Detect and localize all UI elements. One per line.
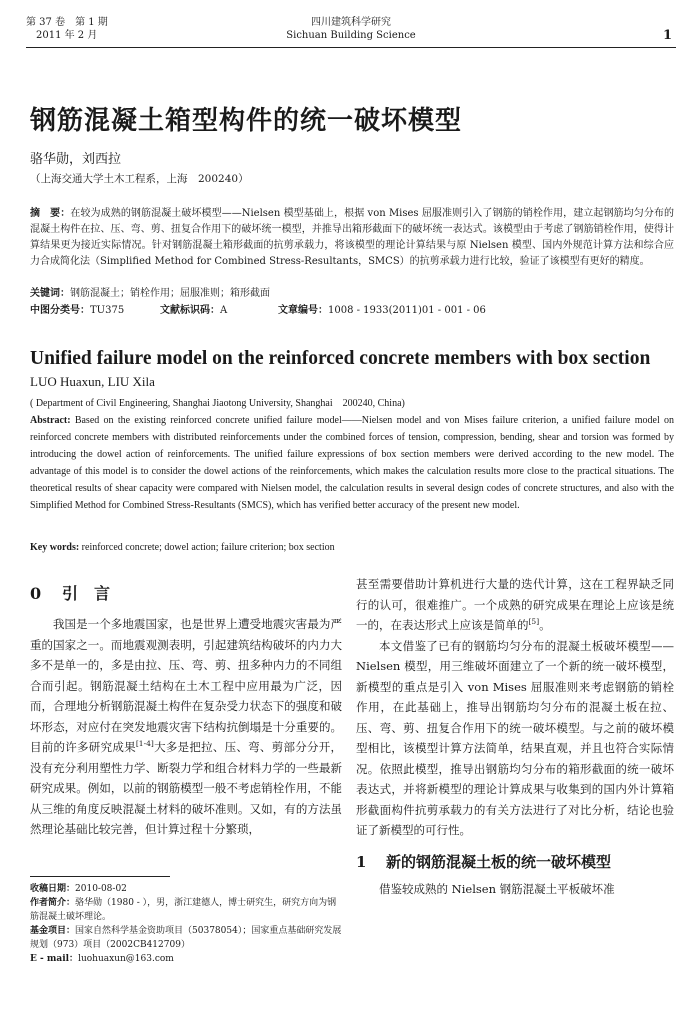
page-number: 1 — [662, 28, 672, 43]
intro-p2-text-a: 甚至需要借助计算机进行大量的迭代计算，这在工程界缺乏同行的认可，很难推广。一个成熟的研究成果在理论上应该是统一的，在表达形式上应该是简单的 — [356, 577, 674, 632]
email-address: luohuaxun@163.com — [78, 954, 174, 964]
author-bio-label: 作者简介： — [30, 898, 76, 908]
intro-paragraph-1 — [30, 614, 342, 840]
section-0-number: 0 — [30, 584, 42, 603]
keywords-cn — [30, 286, 270, 302]
email-label: E - mail： — [30, 954, 79, 964]
fund-text: 国家自然科学基金资助项目（50378054）；国家重点基础研究发展规划（973）项目（2002CB412709） — [30, 926, 342, 950]
received-label: 收稿日期： — [30, 884, 76, 894]
intro-paragraph-1-continued — [356, 574, 674, 636]
doc-label: 文献标识码： — [160, 305, 220, 316]
section-1-number: 1 — [356, 852, 367, 871]
intro-p2-text-b: 。 — [539, 618, 551, 632]
body-column-left — [30, 580, 342, 840]
abstract-cn-text: 在较为成熟的钢筋混凝土破坏模型——Nielsen 模型基础上，根据 von Mises 屈服准则引入了钢筋的销栓作用，建立起钢筋均匀分布的混凝土构件在拉、压、弯、剪、扭复合作用下的破坏统一模型，并推导出箱形截面下的破坏统一表达式。该模型由于考虑了钢筋销栓作用，使得计算结果更为接近实际情况。针对钢筋混凝土箱形截面的抗剪承载力，将该模型的理论计算结果与原 Nielsen 模型、国内外规范计算方法和综合应力合成简化法（Simplified Method for Combined Stress-Resultants，SMCS）的抗剪承载力进行比较，验证了该模型有更好的精度。 — [30, 208, 675, 267]
footnotes — [30, 882, 342, 966]
footnote-author — [30, 896, 342, 924]
article-label: 文章编号： — [278, 305, 328, 316]
doc-value: A — [220, 305, 228, 316]
section-1-heading — [356, 851, 674, 873]
abstract-en-text: Based on the existing reinforced concrete unified failure model——Nielsen model and von Mises failure criterion, a unified failure model on reinforced concrete members with distributed reinforcements under the combined forces of tension, compression, bending, shear and torsion was formed by introducing the dowel action of reinforcements. The unified failure expressions of box section members were derived according to the new model. The advantage of this model is to consider the dowel actions of the reinforcements, which makes the calculation results more close to the practical situations. The theoretical results of shear capacity were compared with Nielsen model, the calculation results in several design codes of concrete structures, and also with the Simplified Method for Combined Stress-Resultants (SMCS), which has verified better accuracy of the present new model. — [30, 415, 674, 511]
keywords-en — [30, 540, 335, 556]
footnote-fund — [30, 924, 342, 952]
document-code — [160, 303, 278, 319]
clc-value: TU375 — [90, 305, 125, 316]
journal-name-en: Sichuan Building Science — [286, 30, 416, 41]
clc-label: 中图分类号： — [30, 305, 90, 316]
paper-title-en: Unified failure model on the reinforced concrete members with box section — [30, 348, 651, 369]
affiliation-cn: （上海交通大学土木工程系，上海 200240） — [30, 173, 249, 185]
keywords-cn-text: 钢筋混凝土；销栓作用；屈服准则；箱形截面 — [70, 288, 270, 299]
intro-p1-text-b: 大多是把拉、压、弯、剪部分分开，没有充分利用塑性力学、断裂力学和组合材料力学的一些最新研究成果。例如，以前的钢筋模型一般不考虑销栓作用，不能从三维的角度反映混凝土材料的破坏准则。又如，有的方法虽然理论基础比较完善，但计算过程十分繁琐， — [30, 740, 343, 836]
section-0-heading — [30, 580, 342, 608]
volume-issue: 第 37 卷 第 1 期 — [26, 17, 108, 28]
intro-paragraph-2: 本文借鉴了已有的钢筋均匀分布的混凝土板破坏模型——Nielsen 模型，用三维破坏面建立了一个新的统一破坏模型，新模型的重点是引入 von Mises 屈服准则来考虑钢筋的销栓作用，在此基础上，推导出钢筋均匀分布的混凝土板在拉、压、弯、剪、扭复合作用下的统一破坏模型。与之前的破坏模型相比，该模型计算方法简单，结果直观，并且也符合实际情况。依照此模型，推导出钢筋均匀分布的箱形截面的统一破坏表达式，并将新模型的理论计算成果与收集到的国内外计算箱形截面构件抗剪承载力的有关方法进行了对比分析，结论也验证了新模型的可行性。 — [356, 638, 674, 837]
author-bio: 骆华勋（1980 - ），男，浙江建德人，博士研究生，研究方向为钢筋混凝土破坏理论。 — [30, 898, 337, 922]
issue-date: 2011 年 2 月 — [36, 30, 98, 41]
classification-line — [30, 303, 650, 319]
clc-number — [30, 303, 160, 319]
authors-cn: 骆华勋，刘西拉 — [30, 152, 122, 167]
section-1-paragraph-1: 借鉴较成熟的 Nielsen 钢筋混凝土平板破坏准 — [379, 881, 615, 896]
abstract-cn-label: 摘 要： — [30, 208, 71, 219]
footnote-divider — [30, 876, 170, 877]
section-0-title-part2: 言 — [94, 584, 111, 603]
article-value: 1008 - 1933(2011)01 - 001 - 06 — [328, 305, 486, 316]
section-1-title: 新的钢筋混凝土板的统一破坏模型 — [386, 852, 612, 871]
journal-name — [26, 16, 676, 42]
footnote-received — [30, 882, 342, 896]
article-number — [278, 303, 486, 319]
authors-en: LUO Huaxun, LIU Xila — [30, 374, 155, 389]
abstract-cn — [30, 206, 674, 270]
journal-name-cn: 四川建筑科学研究 — [311, 17, 391, 28]
keywords-en-label: Key words: — [30, 542, 80, 553]
citation-ref-1-4: [1-4] — [135, 739, 154, 749]
received-date: 2010-08-02 — [75, 884, 127, 894]
abstract-en — [30, 412, 674, 514]
body-column-right — [356, 574, 674, 899]
running-header — [26, 16, 676, 48]
fund-label: 基金项目： — [30, 926, 76, 936]
section-0-title-part1: 引 — [62, 584, 79, 603]
keywords-en-text: reinforced concrete; dowel action; failure criterion; box section — [79, 542, 335, 553]
footnote-email — [30, 952, 342, 966]
intro-p1-text-a: 我国是一个多地震国家，也是世界上遭受地震灾害最为严重的国家之一。而地震观测表明，引起建筑结构破坏的内力大多不是单一的，多是由拉、压、弯、剪、扭多种内力的不同组合而引起。钢筋混凝土结构在土木工程中应用最为广泛，因而，合理地分析钢筋混凝土构件在复杂受力状态下的强度和破坏形态，对应付在突发地震灾害下结构抗倒塌是十分重要的。目前的许多研究成果 — [30, 617, 342, 754]
citation-ref-5: [5] — [528, 617, 540, 627]
keywords-cn-label: 关键词： — [30, 288, 70, 299]
affiliation-en: ( Department of Civil Engineering, Shanghai Jiaotong University, Shanghai 200240, China) — [30, 398, 405, 409]
paper-title-cn: 钢筋混凝土箱型构件的统一破坏模型 — [30, 106, 463, 136]
abstract-en-label: Abstract: — [30, 415, 71, 426]
